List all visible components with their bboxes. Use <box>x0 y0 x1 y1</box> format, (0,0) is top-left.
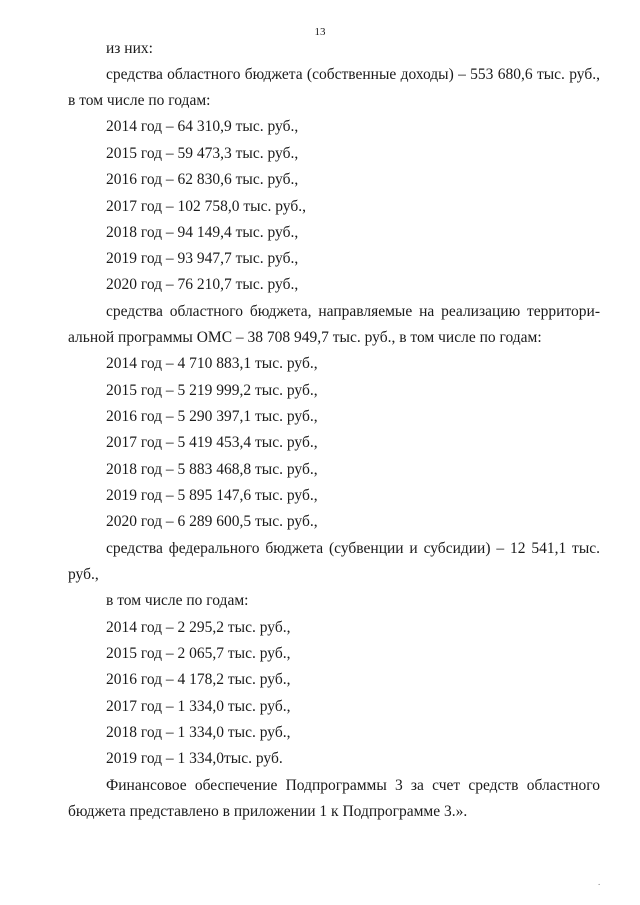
text-line: 2020 год – 76 210,7 тыс. руб., <box>106 276 299 293</box>
page-number: 13 <box>314 26 326 38</box>
text-line: 2019 год – 93 947,7 тыс. руб., <box>106 250 299 267</box>
text-line: 2016 год – 5 290 397,1 тыс. руб., <box>106 408 318 425</box>
text-line: средства областного бюджета, направляемые на реализацию территори- <box>106 303 600 320</box>
text-line: 2018 год – 94 149,4 тыс. руб., <box>106 224 299 241</box>
text-line: средства федерального бюджета (субвенции и субсидии) – 12 541,1 тыс. <box>106 540 600 557</box>
text-line: 2017 год – 1 334,0 тыс. руб., <box>106 698 291 715</box>
text-line: 2018 год – 5 883 468,8 тыс. руб., <box>106 461 318 478</box>
text-line: 2017 год – 102 758,0 тыс. руб., <box>106 198 306 215</box>
text-line: средства областного бюджета (собственные доходы) – 553 680,6 тыс. руб., <box>106 66 600 83</box>
text-line: 2018 год – 1 334,0 тыс. руб., <box>106 724 291 741</box>
text-line: 2014 год – 2 295,2 тыс. руб., <box>106 619 291 636</box>
text-line: альной программы ОМС – 38 708 949,7 тыс. руб., в том числе по годам: <box>68 329 542 346</box>
text-line: 2015 год – 2 065,7 тыс. руб., <box>106 645 291 662</box>
text-line: 2019 год – 1 334,0тыс. руб. <box>106 750 283 767</box>
text-line: 2015 год – 5 219 999,2 тыс. руб., <box>106 382 318 399</box>
text-line: в том числе по годам: <box>68 92 211 109</box>
text-line: 2015 год – 59 473,3 тыс. руб., <box>106 145 299 162</box>
text-line: 2016 год – 62 830,6 тыс. руб., <box>106 171 299 188</box>
text-line: 2017 год – 5 419 453,4 тыс. руб., <box>106 434 318 451</box>
text-line: 2020 год – 6 289 600,5 тыс. руб., <box>106 513 318 530</box>
text-line: из них: <box>106 40 153 57</box>
text-line: 2016 год – 4 178,2 тыс. руб., <box>106 671 291 688</box>
text-line: Финансовое обеспечение Подпрограммы 3 за счет средств областного <box>106 777 600 794</box>
text-line: 2014 год – 64 310,9 тыс. руб., <box>106 118 299 135</box>
text-line: 2019 год – 5 895 147,6 тыс. руб., <box>106 487 318 504</box>
scan-mark: . <box>598 877 601 887</box>
text-line: руб., <box>68 566 99 583</box>
text-line: в том числе по годам: <box>106 592 249 609</box>
text-line: 2014 год – 4 710 883,1 тыс. руб., <box>106 355 318 372</box>
text-line: бюджета представлено в приложении 1 к Подпрограмме 3.». <box>68 803 468 820</box>
